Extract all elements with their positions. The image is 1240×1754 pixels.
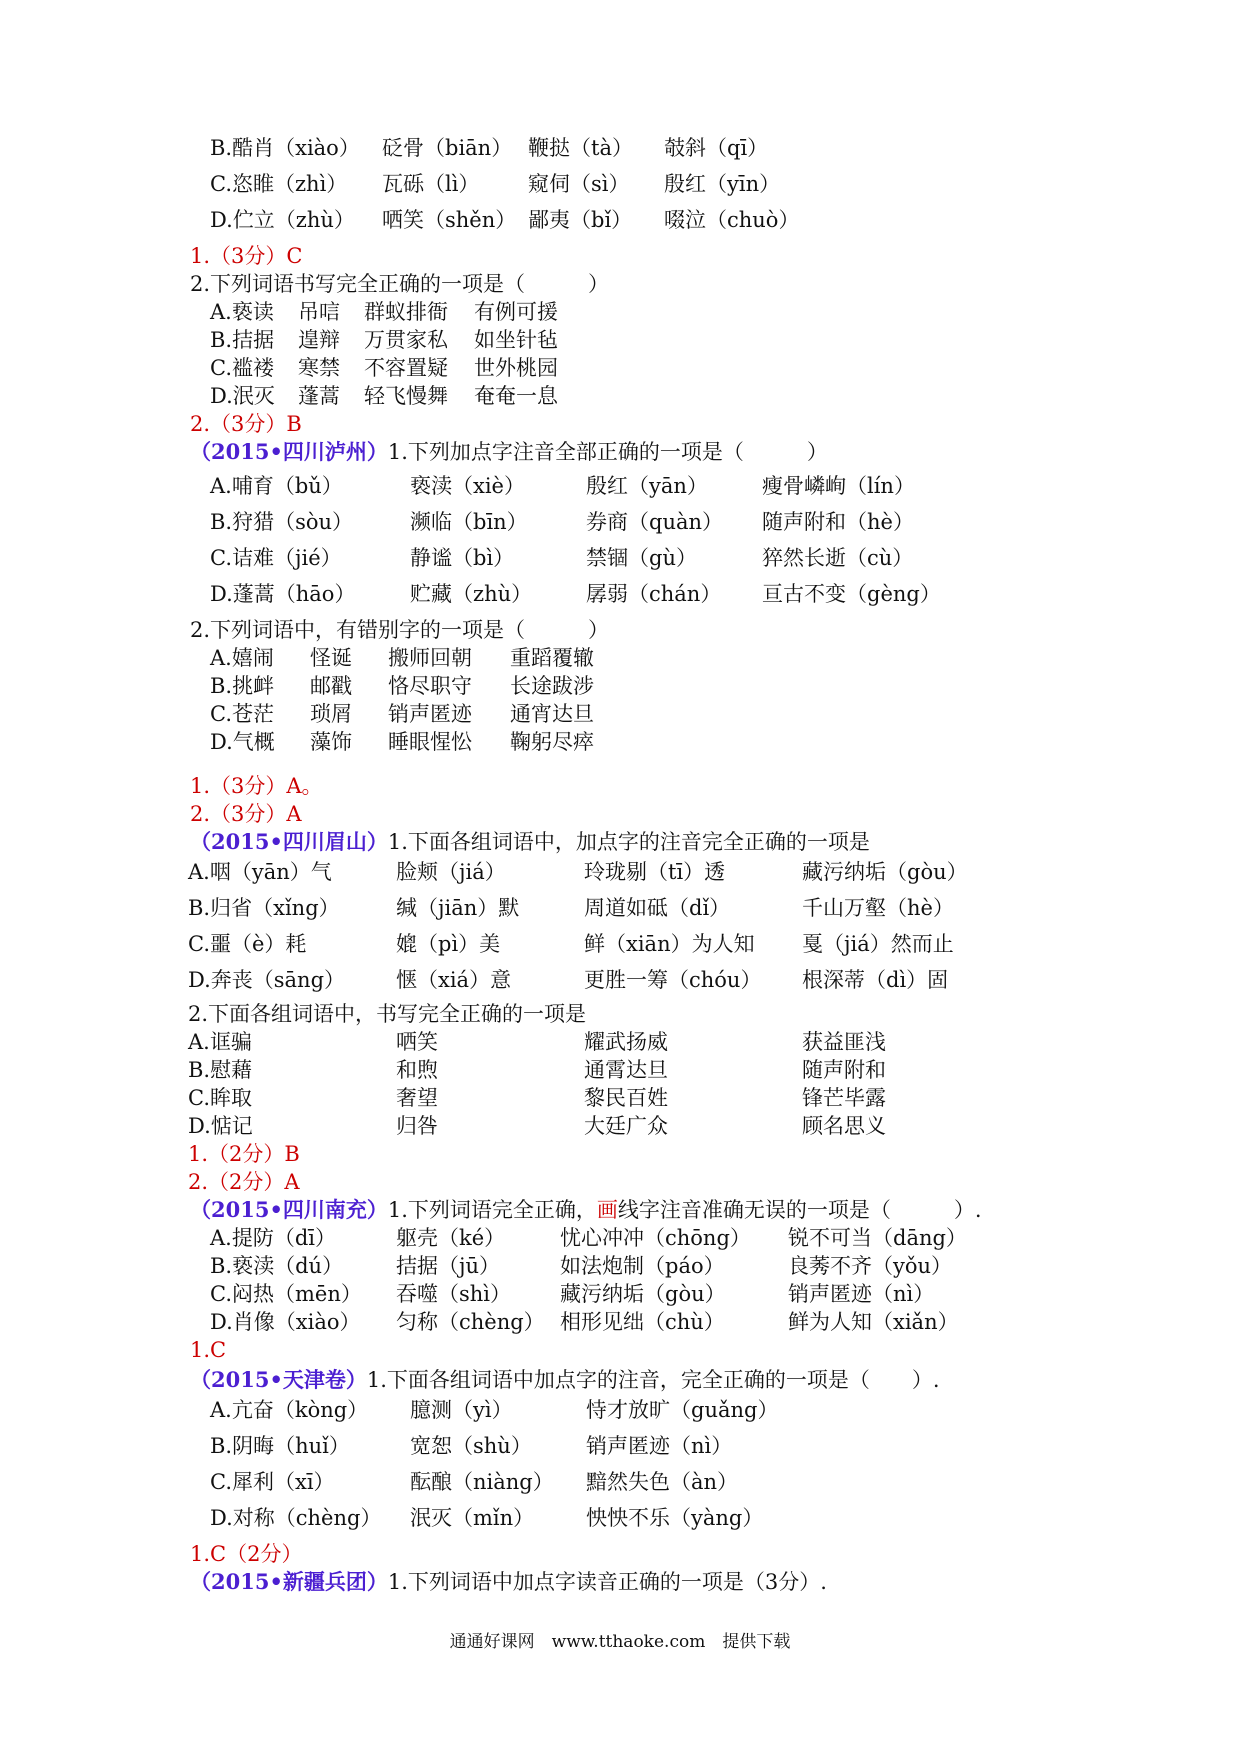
option-text: 吞噬（shì） xyxy=(396,1282,512,1306)
option-text: 静谧（bì） xyxy=(410,546,515,570)
question-stem xyxy=(190,828,870,856)
answer-line: 2.（3分）B xyxy=(190,412,302,436)
option-row xyxy=(210,700,910,728)
option-text: 黯然失色（àn） xyxy=(586,1470,739,1494)
option-text: 耀武扬威 xyxy=(584,1030,668,1054)
answer-line: 1.（3分）A。 xyxy=(190,774,323,798)
question-stem xyxy=(190,438,828,466)
option-text: 锋芒毕露 xyxy=(802,1086,886,1110)
option-text: D.伫立（zhù） xyxy=(210,208,355,232)
page-footer: 通通好课网 www.tthaoke.com 提供下载 xyxy=(449,1632,791,1652)
option-text: 鲜为人知（xiǎn） xyxy=(788,1310,959,1334)
option-text: 轻飞慢舞 xyxy=(364,384,448,408)
option-text: 藏污纳垢（gòu） xyxy=(802,860,968,884)
option-row xyxy=(210,472,1110,500)
option-text: D.奔丧（sāng） xyxy=(188,968,346,992)
option-row xyxy=(210,382,910,410)
option-text: 顾名思义 xyxy=(802,1114,886,1138)
option-text: 脸颊（jiá） xyxy=(396,860,506,884)
option-text: B.慰藉 xyxy=(188,1058,253,1082)
option-text: 大廷广众 xyxy=(584,1114,668,1138)
answer-line: 1.（3分）C xyxy=(190,244,303,268)
option-text: 奢望 xyxy=(396,1086,438,1110)
option-row xyxy=(210,1308,1110,1336)
option-text: C.犀利（xī） xyxy=(210,1470,335,1494)
option-text: 泯灭（mǐn） xyxy=(410,1506,535,1530)
stem-text: 1.下面各组词语中，加点字的注音完全正确的一项是 xyxy=(387,830,870,854)
option-row xyxy=(188,894,1088,922)
option-text: 琐屑 xyxy=(310,702,352,726)
option-row xyxy=(210,170,1110,198)
option-row xyxy=(188,1084,1088,1112)
option-row xyxy=(210,508,1110,536)
option-text: 销声匿迹 xyxy=(388,702,472,726)
option-text: B.狩猎（sòu） xyxy=(210,510,354,534)
option-text: A.亵读 xyxy=(210,300,274,324)
option-text: 匀称（chèng） xyxy=(396,1310,545,1334)
option-text: 啜泣（chuò） xyxy=(664,208,800,232)
option-text: 忧心冲冲（chōng） xyxy=(560,1226,751,1250)
question-stem: 2.下面各组词语中，书写完全正确的一项是 xyxy=(188,1002,587,1026)
option-row xyxy=(210,580,1110,608)
question-stem xyxy=(190,1196,982,1224)
option-text: A.诓骗 xyxy=(188,1030,252,1054)
answer-line: 1.C xyxy=(190,1338,227,1362)
option-text: 如坐针毡 xyxy=(474,328,558,352)
option-text: 濒临（bīn） xyxy=(410,510,528,534)
stem-text: 1.下列词语中加点字读音正确的一项是（3分）. xyxy=(387,1570,827,1594)
option-text: C.恣睢（zhì） xyxy=(210,172,348,196)
option-text: 拮据（jū） xyxy=(396,1254,501,1278)
option-text: 宽恕（shù） xyxy=(410,1434,532,1458)
option-text: 相形见绌（chù） xyxy=(560,1310,725,1334)
option-text: 窥伺（sì） xyxy=(528,172,630,196)
option-text: B.亵渎（dú） xyxy=(210,1254,344,1278)
option-text: D.惦记 xyxy=(188,1114,253,1138)
option-text: D.泯灭 xyxy=(210,384,275,408)
option-text: 周道如砥（dǐ） xyxy=(584,896,731,920)
source-tag: （2015•四川眉山） xyxy=(190,829,388,854)
option-row xyxy=(210,1280,1110,1308)
option-text: 和煦 xyxy=(396,1058,438,1082)
option-text: B.酷肖（xiào） xyxy=(210,136,360,160)
option-row xyxy=(210,298,910,326)
option-text: D.蓬蒿（hāo） xyxy=(210,582,356,606)
option-text: 更胜一筹（chóu） xyxy=(584,968,762,992)
question-stem xyxy=(190,1568,827,1596)
option-text: 攲斜（qī） xyxy=(664,136,769,160)
answer-line: 1.（2分）B xyxy=(188,1142,300,1166)
option-text: 哂笑（shěn） xyxy=(382,208,517,232)
option-text: 恃才放旷（guǎng） xyxy=(586,1398,779,1422)
option-text: 惬（xiá）意 xyxy=(396,968,512,992)
option-text: 邮戳 xyxy=(310,674,352,698)
source-tag: （2015•新疆兵团） xyxy=(190,1569,388,1594)
option-text: 藻饰 xyxy=(310,730,352,754)
option-text: 券商（quàn） xyxy=(586,510,724,534)
option-row xyxy=(210,644,910,672)
option-text: 怏怏不乐（yàng） xyxy=(586,1506,764,1530)
source-tag: （2015•天津卷） xyxy=(190,1367,367,1392)
option-text: 根深蒂（dì）固 xyxy=(802,968,949,992)
option-text: C.褴褛 xyxy=(210,356,274,380)
option-text: 吊唁 xyxy=(298,300,340,324)
source-tag: （2015•四川南充） xyxy=(190,1197,388,1222)
option-text: 通霄达旦 xyxy=(584,1058,668,1082)
option-row xyxy=(210,354,910,382)
question-stem xyxy=(190,1366,940,1394)
option-row xyxy=(210,672,910,700)
option-row xyxy=(188,1028,1088,1056)
option-text: 鄙夷（bǐ） xyxy=(528,208,633,232)
option-row xyxy=(210,326,910,354)
answer-line: 2.（2分）A xyxy=(188,1170,300,1194)
option-row xyxy=(188,966,1088,994)
answer-line: 1.C（2分） xyxy=(190,1542,303,1566)
option-text: C.诘难（jié） xyxy=(210,546,342,570)
option-text: 搬师回朝 xyxy=(388,646,472,670)
option-text: 重蹈覆辙 xyxy=(510,646,594,670)
option-text: 如法炮制（páo） xyxy=(560,1254,725,1278)
option-text: 销声匿迹（nì） xyxy=(788,1282,935,1306)
option-row xyxy=(210,1252,1110,1280)
option-text: D.气概 xyxy=(210,730,275,754)
stem-text: 1.下列词语完全正确， xyxy=(387,1198,597,1222)
option-text: 藏污纳垢（gòu） xyxy=(560,1282,726,1306)
option-text: D.对称（chèng） xyxy=(210,1506,382,1530)
option-text: 缄（jiān）默 xyxy=(396,896,520,920)
option-text: 禁锢（gù） xyxy=(586,546,697,570)
option-text: 媲（pì）美 xyxy=(396,932,501,956)
option-row xyxy=(210,1224,1110,1252)
option-row xyxy=(210,1396,1110,1424)
option-text: B.阴晦（huǐ） xyxy=(210,1434,350,1458)
option-text: 贮藏（zhù） xyxy=(410,582,533,606)
option-row xyxy=(188,858,1088,886)
option-text: 瓦砾（lì） xyxy=(382,172,480,196)
option-text: 千山万壑（hè） xyxy=(802,896,954,920)
option-text: 殷红（yīn） xyxy=(664,172,781,196)
answer-line: 2.（3分）A xyxy=(190,802,302,826)
option-text: 臆测（yì） xyxy=(410,1398,513,1422)
option-text: 良莠不齐（yǒu） xyxy=(788,1254,953,1278)
question-stem: 2.下列词语中，有错别字的一项是（ ） xyxy=(190,618,610,642)
option-row xyxy=(188,930,1088,958)
option-text: B.挑衅 xyxy=(210,674,275,698)
highlight-char: 画 xyxy=(596,1198,618,1222)
option-text: D.肖像（xiào） xyxy=(210,1310,361,1334)
option-text: 通宵达旦 xyxy=(510,702,594,726)
option-text: 黎民百姓 xyxy=(584,1086,668,1110)
option-text: 亵渎（xiè） xyxy=(410,474,525,498)
option-text: 猝然长逝（cù） xyxy=(762,546,914,570)
option-row xyxy=(210,544,1110,572)
option-row xyxy=(210,1432,1110,1460)
option-text: 怪诞 xyxy=(310,646,352,670)
option-text: 销声匿迹（nì） xyxy=(586,1434,733,1458)
option-text: C.闷热（mēn） xyxy=(210,1282,362,1306)
option-text: 戛（jiá）然而止 xyxy=(802,932,954,956)
option-text: 孱弱（chán） xyxy=(586,582,722,606)
option-text: 砭骨（biān） xyxy=(382,136,513,160)
option-text: 亘古不变（gèng） xyxy=(762,582,941,606)
option-text: 群蚁排衙 xyxy=(364,300,448,324)
option-text: 随声附和 xyxy=(802,1058,886,1082)
option-text: 酝酿（niàng） xyxy=(410,1470,554,1494)
stem-text: 线字注音准确无误的一项是（ ）. xyxy=(617,1198,982,1222)
option-text: 不容置疑 xyxy=(364,356,448,380)
option-text: 世外桃园 xyxy=(474,356,558,380)
option-text: 鞠躬尽瘁 xyxy=(510,730,594,754)
stem-text: 1.下面各组词语中加点字的注音，完全正确的一项是（ ）. xyxy=(366,1368,940,1392)
option-row xyxy=(210,1504,1110,1532)
option-text: 玲珑剔（tī）透 xyxy=(584,860,726,884)
option-row xyxy=(210,134,1110,162)
option-text: A.亢奋（kòng） xyxy=(210,1398,369,1422)
option-text: B.归省（xǐng） xyxy=(188,896,340,920)
option-text: 奄奄一息 xyxy=(474,384,558,408)
option-text: 瘦骨嶙峋（lín） xyxy=(762,474,915,498)
option-text: 哂笑 xyxy=(396,1030,438,1054)
option-text: 鞭挞（tà） xyxy=(528,136,633,160)
option-text: 有例可援 xyxy=(474,300,558,324)
option-text: B.拮据 xyxy=(210,328,275,352)
option-text: A.哺育（bǔ） xyxy=(210,474,343,498)
option-row xyxy=(188,1112,1088,1140)
option-text: C.眸取 xyxy=(188,1086,252,1110)
option-text: 寒禁 xyxy=(298,356,340,380)
option-text: 睡眼惺忪 xyxy=(388,730,472,754)
option-text: A.咽（yān）气 xyxy=(188,860,332,884)
option-text: 躯壳（ké） xyxy=(396,1226,506,1250)
option-text: 长途跋涉 xyxy=(510,674,594,698)
option-text: 殷红（yān） xyxy=(586,474,708,498)
option-text: A.嬉闹 xyxy=(210,646,274,670)
option-text: C.苍茫 xyxy=(210,702,274,726)
option-text: 万贯家私 xyxy=(364,328,448,352)
option-row xyxy=(188,1056,1088,1084)
source-tag: （2015•四川泸州） xyxy=(190,439,388,464)
option-text: 遑辩 xyxy=(298,328,340,352)
question-stem: 2.下列词语书写完全正确的一项是（ ） xyxy=(190,272,610,296)
option-text: 恪尽职守 xyxy=(388,674,472,698)
option-row xyxy=(210,206,1110,234)
option-text: 蓬蒿 xyxy=(298,384,340,408)
option-text: 鲜（xiān）为人知 xyxy=(584,932,755,956)
stem-text: 1.下列加点字注音全部正确的一项是（ ） xyxy=(387,440,828,464)
option-text: 随声附和（hè） xyxy=(762,510,914,534)
option-text: 锐不可当（dāng） xyxy=(788,1226,967,1250)
option-text: 获益匪浅 xyxy=(802,1030,886,1054)
option-row xyxy=(210,728,910,756)
option-row xyxy=(210,1468,1110,1496)
option-text: 归咎 xyxy=(396,1114,438,1138)
option-text: A.提防（dī） xyxy=(210,1226,336,1250)
option-text: C.噩（è）耗 xyxy=(188,932,307,956)
